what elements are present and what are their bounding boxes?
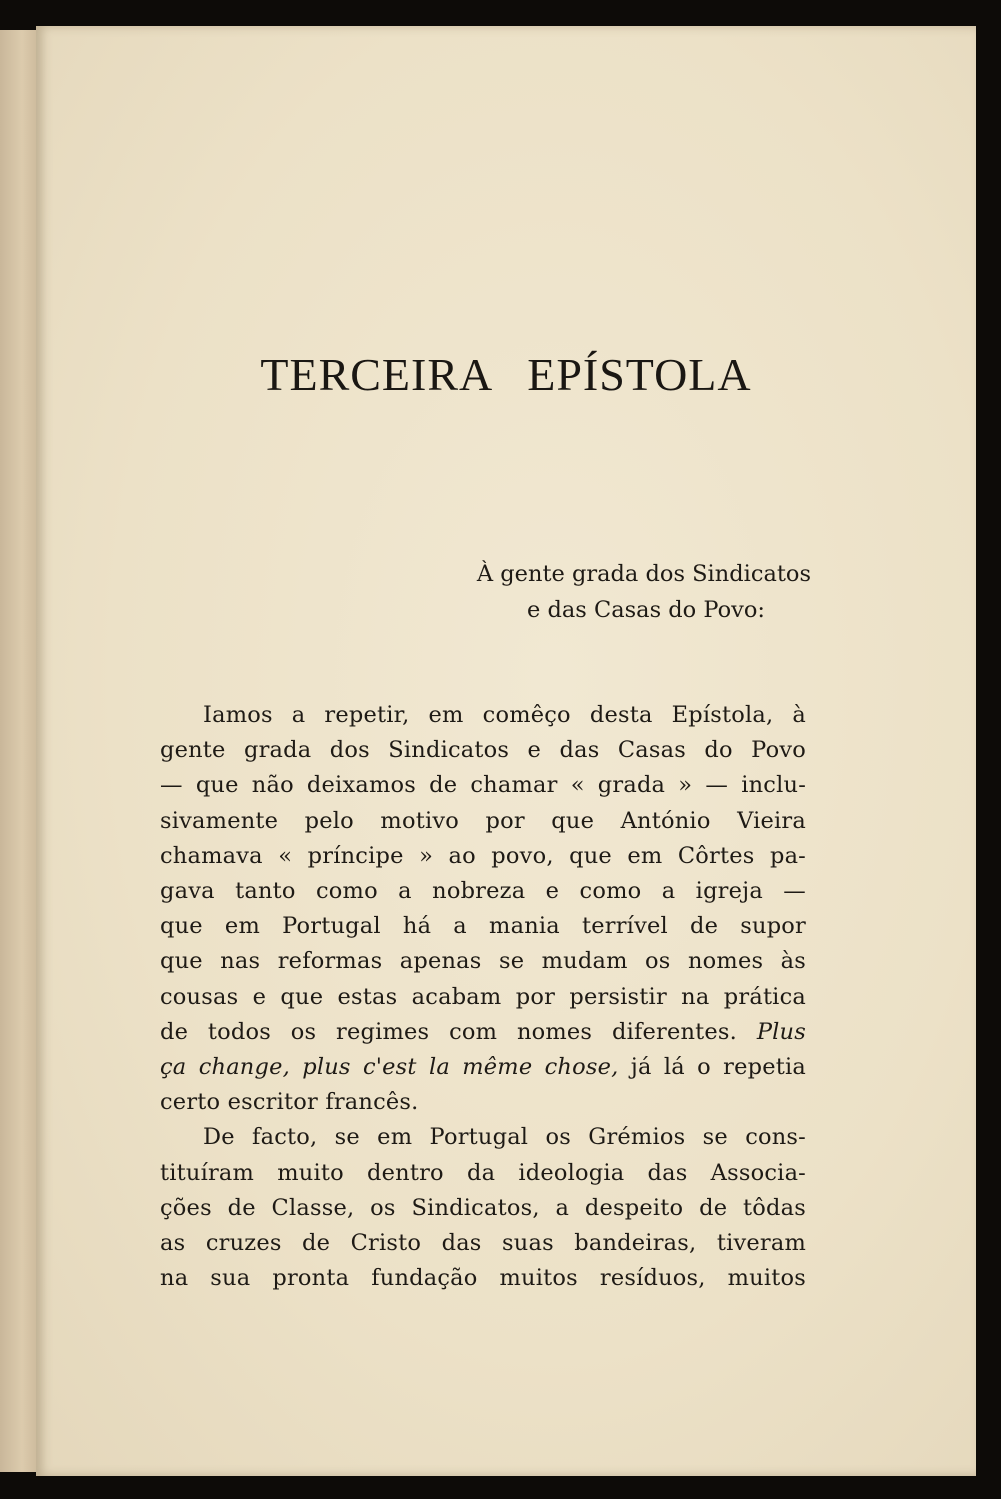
text-run: de todos os regimes com nomes diferentes. <box>160 1018 738 1045</box>
italic-phrase: ça change, plus c'est la même chose, <box>160 1054 619 1081</box>
text-line: Iamos a repetir, em comêço desta Epístola, à <box>203 702 806 728</box>
text-line: sivamente pelo motivo por que António Vieira <box>160 807 806 834</box>
paragraph-1 <box>160 698 806 1120</box>
paragraph-2 <box>160 1120 806 1296</box>
text-line: cousas e que estas acabam por persistir na prática <box>160 983 806 1010</box>
text-line: chamava « príncipe » ao povo, que em Côrtes pa- <box>160 842 806 869</box>
body-text <box>160 698 806 1296</box>
text-line: ções de Classe, os Sindicatos, a despeito de tôdas <box>160 1194 806 1221</box>
text-line: — que não deixamos de chamar « grada » — inclu- <box>160 772 806 799</box>
dedication-line-1: À gente grada dos Sindicatos <box>476 561 811 587</box>
dedication <box>416 556 811 628</box>
dedication-line-2: e das Casas do Povo: <box>527 597 765 623</box>
text-line: que nas reformas apenas se mudam os nomes às <box>160 948 806 975</box>
text-line: as cruzes de Cristo das suas bandeiras, tiveram <box>160 1230 806 1257</box>
text-line-mixed <box>160 1015 806 1050</box>
text-run: já lá o repetia <box>630 1054 806 1081</box>
chapter-title: TERCEIRA EPÍSTOLA <box>260 349 752 400</box>
text-line: tituíram muito dentro da ideologia das Associa- <box>160 1159 806 1186</box>
italic-phrase: Plus <box>756 1018 806 1045</box>
book-page <box>36 26 976 1476</box>
text-line: De facto, se em Portugal os Grémios se cons- <box>203 1124 806 1151</box>
text-line-mixed <box>160 1050 806 1085</box>
text-line: certo escritor francês. <box>160 1089 419 1116</box>
text-line: na sua pronta fundação muitos resíduos, muitos <box>160 1265 806 1292</box>
text-line: gente grada dos Sindicatos e das Casas do Povo <box>160 737 806 764</box>
text-line: gava tanto como a nobreza e como a igreja — <box>160 878 806 905</box>
text-line: que em Portugal há a mania terrível de supor <box>160 913 806 940</box>
